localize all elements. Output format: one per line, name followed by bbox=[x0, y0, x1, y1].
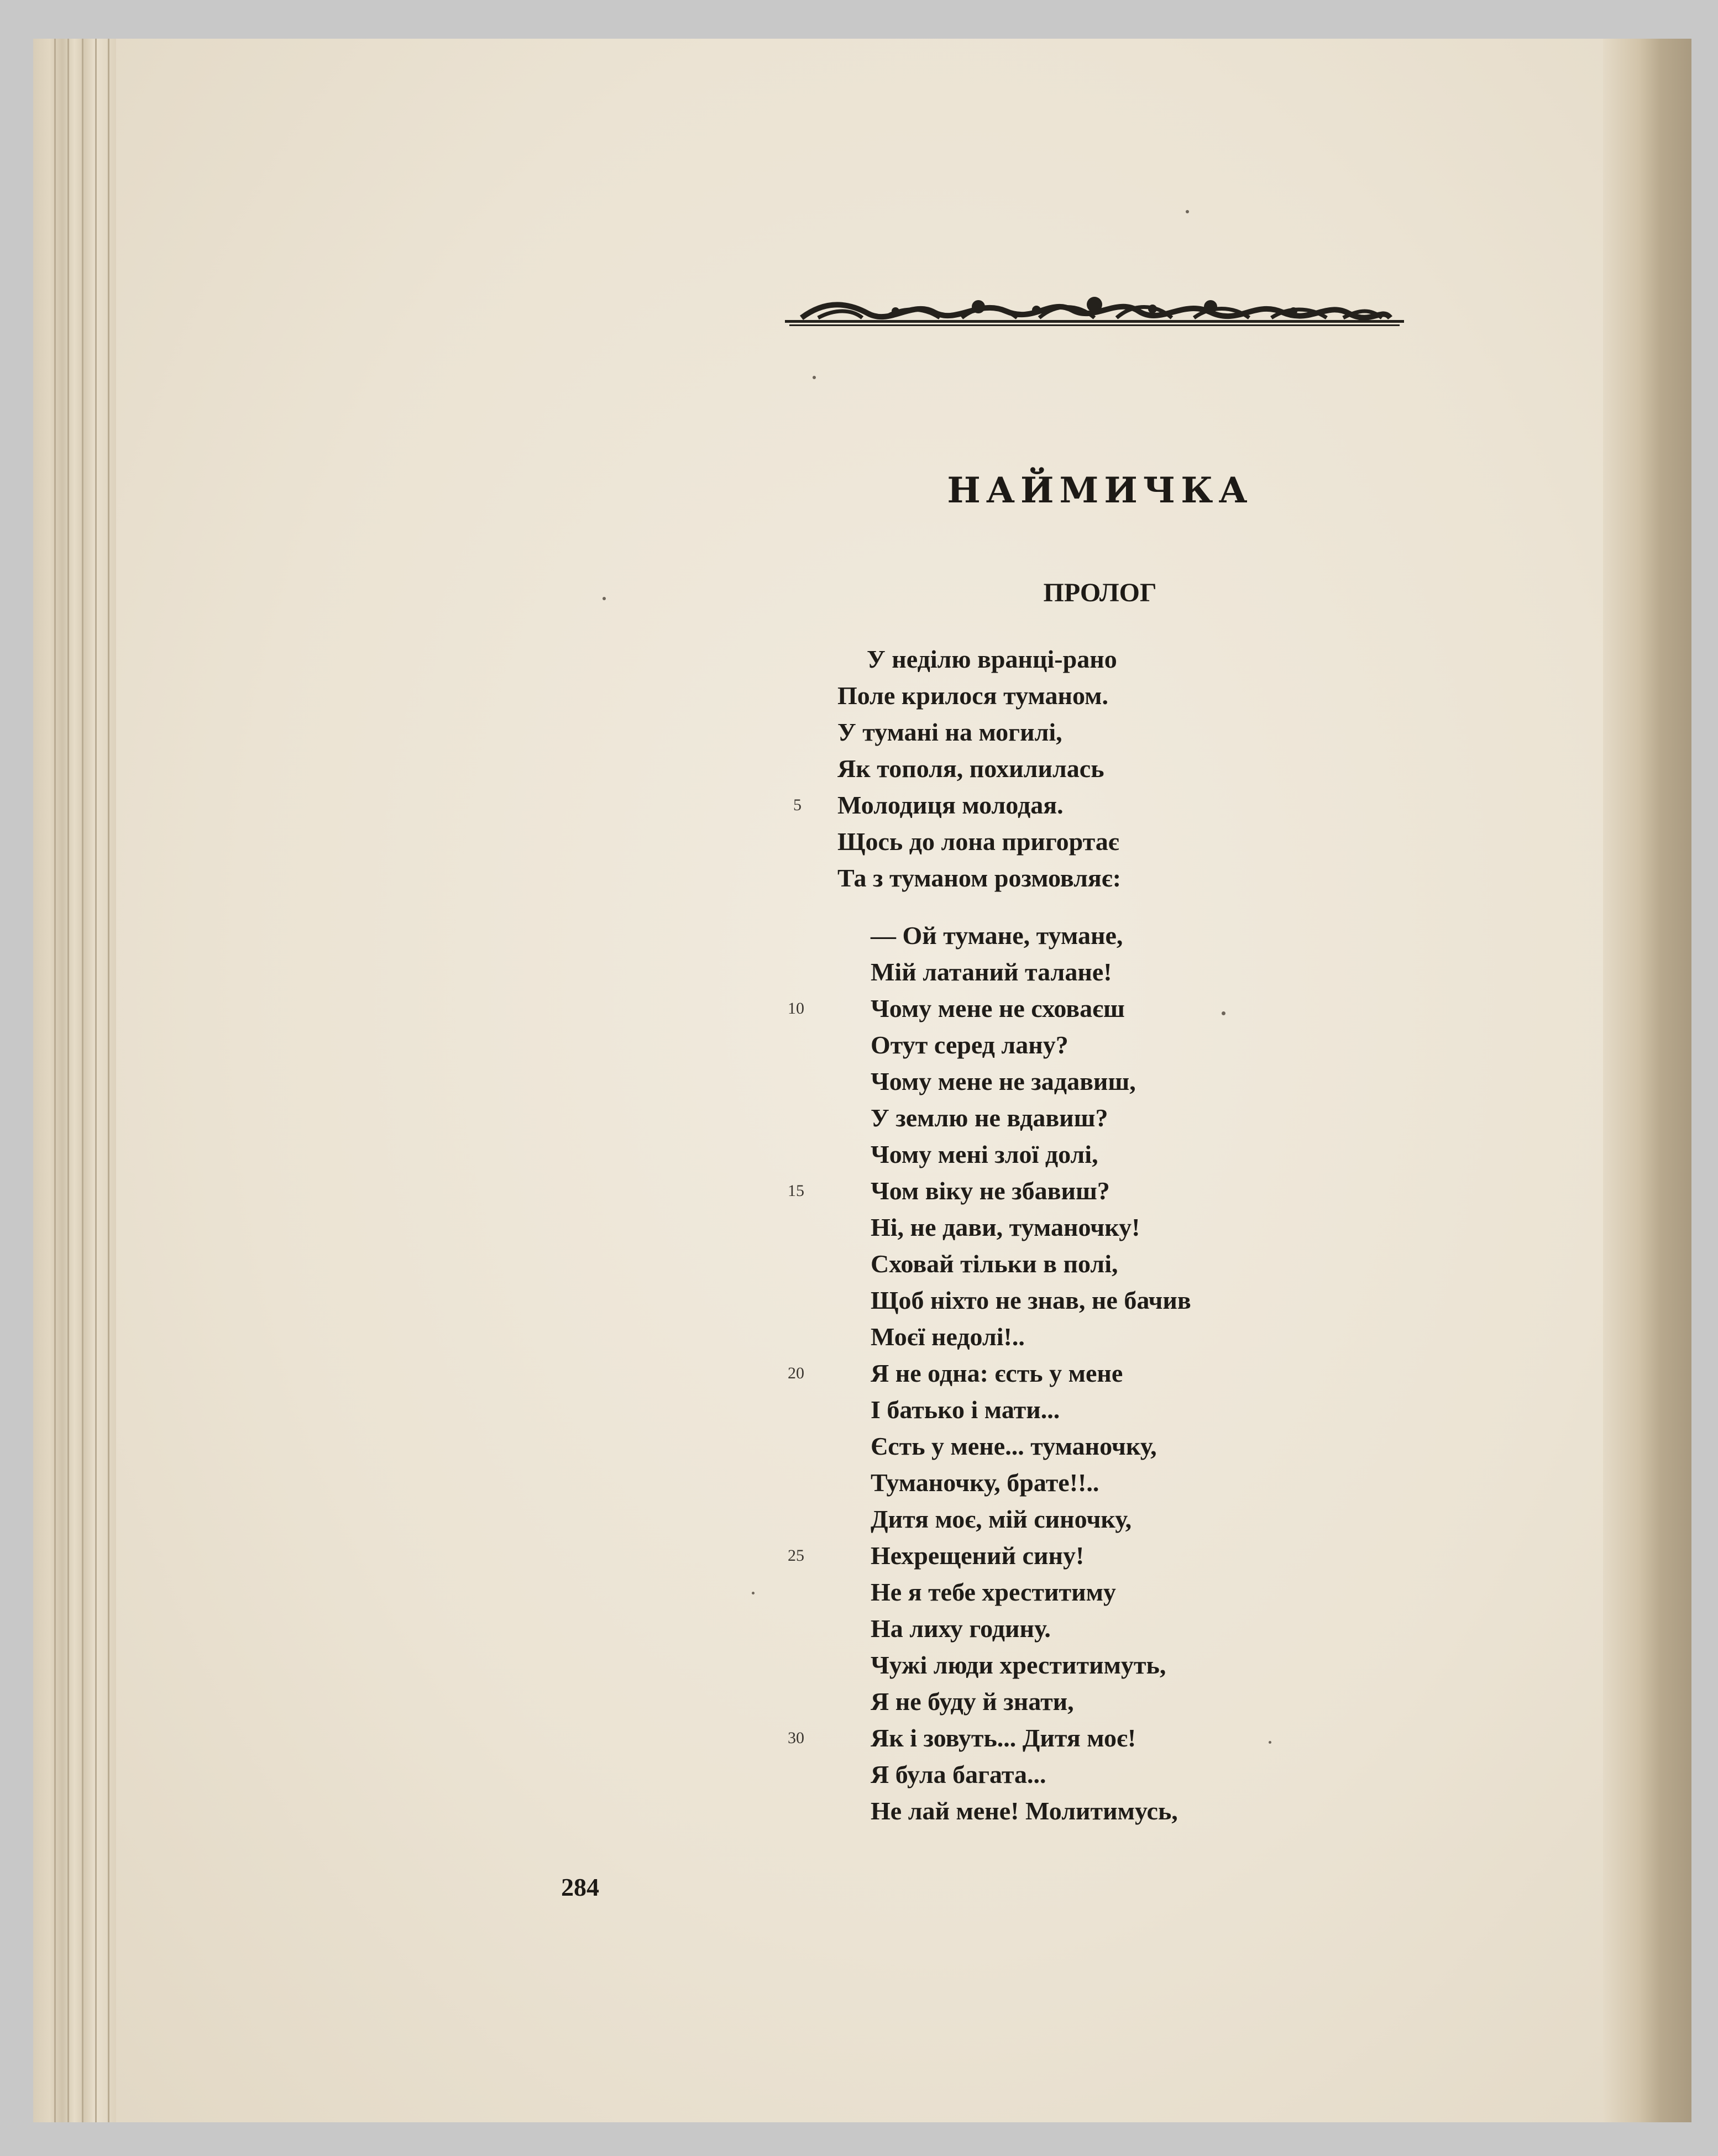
verse-line: Як і зовуть... Дитя моє! bbox=[871, 1724, 1136, 1752]
verse-line: Поле крилося туманом. bbox=[837, 681, 1108, 710]
line-number: 30 bbox=[788, 1729, 804, 1747]
next-page-edge bbox=[1603, 39, 1691, 2122]
verse-line: Моєї недолі!.. bbox=[871, 1323, 1025, 1351]
verse-line: І батько і мати... bbox=[871, 1396, 1060, 1424]
line-number: 15 bbox=[788, 1182, 804, 1200]
verse-line: Я не одна: єсть у мене bbox=[871, 1359, 1123, 1387]
verse-line: Як тополя, похилилась bbox=[837, 754, 1104, 783]
book-page bbox=[116, 39, 1603, 2122]
verse-line: Не лай мене! Молитимусь, bbox=[871, 1797, 1178, 1825]
verse-line: Я була багата... bbox=[871, 1760, 1046, 1788]
verse-line: Щоб ніхто не знав, не бачив bbox=[871, 1286, 1191, 1314]
verse-line: Чому мені злої долі, bbox=[871, 1140, 1098, 1168]
scan-frame bbox=[33, 39, 1691, 2122]
verse-line: Чом віку не збавиш? bbox=[871, 1177, 1110, 1205]
verse-line: У неділю вранці-рано bbox=[867, 645, 1117, 673]
verse-line: У тумані на могилі, bbox=[837, 718, 1062, 746]
verse-line: — Ой тумане, тумане, bbox=[871, 921, 1123, 950]
verse-line: Єсть у мене... туманочку, bbox=[871, 1432, 1157, 1460]
verse-line: Дитя моє, мій синочку, bbox=[871, 1505, 1132, 1533]
verse-line: Сховай тільки в полі, bbox=[871, 1250, 1118, 1278]
verse-line: Чому мене не сховаєш bbox=[871, 994, 1125, 1022]
book-gutter bbox=[33, 39, 116, 2122]
verse-line: Молодиця молодая. bbox=[837, 791, 1064, 819]
verse-line: Не я тебе хреститиму bbox=[871, 1578, 1116, 1606]
verse-line: Та з туманом розмовляє: bbox=[837, 864, 1122, 892]
verse-line: Туманочку, брате!!.. bbox=[871, 1468, 1099, 1497]
page-number: 284 bbox=[561, 1873, 599, 1901]
line-number: 20 bbox=[788, 1364, 804, 1382]
verse-line: На лиху годину. bbox=[871, 1614, 1051, 1643]
verse-line: Я не буду й знати, bbox=[871, 1687, 1074, 1716]
verse-line: У землю не вдавиш? bbox=[871, 1104, 1108, 1132]
line-number: 10 bbox=[788, 999, 804, 1017]
verse-line: Чому мене не задавиш, bbox=[871, 1067, 1136, 1095]
verse-line: Нехрещений сину! bbox=[871, 1541, 1085, 1570]
verse-line: Мій латаний талане! bbox=[871, 958, 1112, 986]
verse-line: Отут серед лану? bbox=[871, 1031, 1068, 1059]
section-title: ПРОЛОГ bbox=[1043, 578, 1157, 607]
line-number: 25 bbox=[788, 1546, 804, 1565]
floral-ornament-icon bbox=[785, 296, 1404, 329]
verse-line: Щось до лона пригортає bbox=[837, 827, 1119, 856]
verse-line: Ні, не дави, туманочку! bbox=[871, 1213, 1140, 1241]
verse-line: Чужі люди хреститимуть, bbox=[871, 1651, 1166, 1679]
line-number: 5 bbox=[793, 796, 802, 814]
poem-title: НАЙМИЧКА bbox=[947, 470, 1253, 511]
